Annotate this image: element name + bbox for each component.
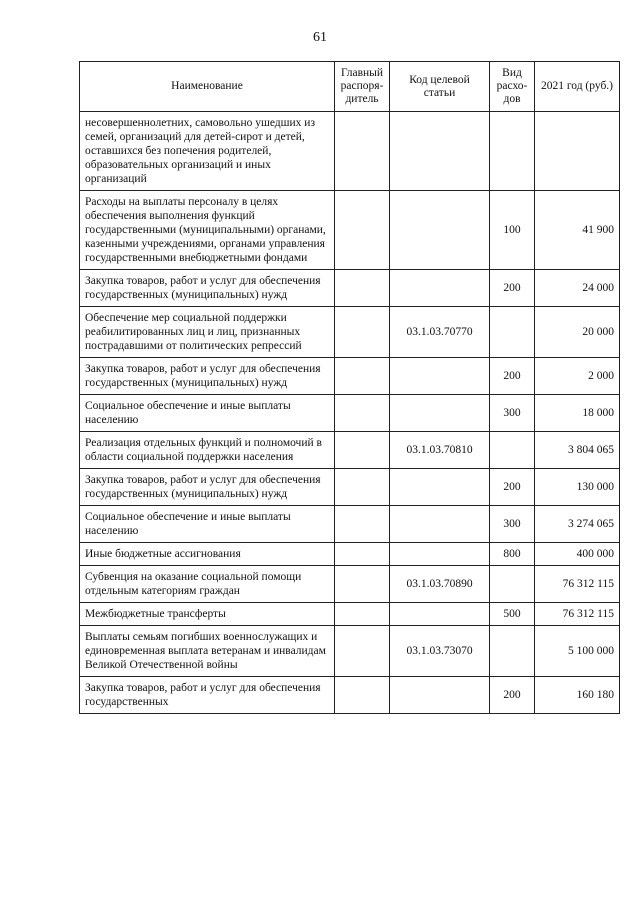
row-amount	[535, 112, 620, 191]
row-name: Закупка товаров, работ и услуг для обеспечения государственных (муниципальных) нужд	[80, 270, 335, 307]
row-target-code	[390, 543, 490, 566]
table-row	[80, 358, 620, 395]
row-name: Социальное обеспечение и иные выплаты населению	[80, 395, 335, 432]
row-manager	[335, 432, 390, 469]
row-target-code	[390, 395, 490, 432]
row-name: Межбюджетные трансферты	[80, 603, 335, 626]
row-name: Выплаты семьям погибших военнослужащих и единовременная выплата ветеранам и инвалидам Великой Отечественной войны	[80, 626, 335, 677]
row-target-code: 03.1.03.70890	[390, 566, 490, 603]
row-manager	[335, 603, 390, 626]
row-target-code	[390, 358, 490, 395]
header-main-manager: Главный распоря-дитель	[335, 62, 390, 112]
row-name: Обеспечение мер социальной поддержки реабилитированных лиц и лиц, признанных пострадавшими от политических репрессий	[80, 307, 335, 358]
row-name: Иные бюджетные ассигнования	[80, 543, 335, 566]
row-manager	[335, 191, 390, 270]
row-name: Закупка товаров, работ и услуг для обеспечения государственных	[80, 677, 335, 714]
row-amount: 400 000	[535, 543, 620, 566]
row-amount: 3 274 065	[535, 506, 620, 543]
table-row	[80, 603, 620, 626]
table-row	[80, 432, 620, 469]
row-expense-type: 200	[490, 469, 535, 506]
row-manager	[335, 307, 390, 358]
row-expense-type: 100	[490, 191, 535, 270]
row-expense-type: 300	[490, 506, 535, 543]
row-name: Субвенция на оказание социальной помощи отдельным категориям граждан	[80, 566, 335, 603]
row-manager	[335, 626, 390, 677]
row-amount: 2 000	[535, 358, 620, 395]
row-expense-type: 300	[490, 395, 535, 432]
row-name: Социальное обеспечение и иные выплаты населению	[80, 506, 335, 543]
row-amount: 130 000	[535, 469, 620, 506]
header-expense-type: Вид расхо-дов	[490, 62, 535, 112]
row-amount: 160 180	[535, 677, 620, 714]
row-name: Расходы на выплаты персоналу в целях обеспечения выполнения функций государственными (муниципальными) органами, казенными учреждениями, органами управления государственными внебюджетными фондами	[80, 191, 335, 270]
row-manager	[335, 543, 390, 566]
row-name: Реализация отдельных функций и полномочий в области социальной поддержки населения	[80, 432, 335, 469]
row-amount: 20 000	[535, 307, 620, 358]
row-manager	[335, 358, 390, 395]
row-target-code	[390, 677, 490, 714]
row-target-code	[390, 191, 490, 270]
table-row	[80, 307, 620, 358]
row-target-code: 03.1.03.70770	[390, 307, 490, 358]
row-manager	[335, 395, 390, 432]
row-name: Закупка товаров, работ и услуг для обеспечения государственных (муниципальных) нужд	[80, 358, 335, 395]
row-manager	[335, 112, 390, 191]
table-row	[80, 112, 620, 191]
table-row	[80, 626, 620, 677]
row-target-code	[390, 603, 490, 626]
table-body	[80, 112, 620, 714]
row-name: несовершеннолетних, самовольно ушедших из семей, организаций для детей-сирот и детей, оставшихся без попечения родителей, образовательных организаций и иных организаций	[80, 112, 335, 191]
row-target-code	[390, 112, 490, 191]
header-year-amount: 2021 год (руб.)	[535, 62, 620, 112]
header-name: Наименование	[80, 62, 335, 112]
row-manager	[335, 469, 390, 506]
row-manager	[335, 566, 390, 603]
row-name: Закупка товаров, работ и услуг для обеспечения государственных (муниципальных) нужд	[80, 469, 335, 506]
row-amount: 24 000	[535, 270, 620, 307]
row-expense-type	[490, 626, 535, 677]
row-expense-type	[490, 112, 535, 191]
row-manager	[335, 270, 390, 307]
row-expense-type	[490, 432, 535, 469]
row-target-code	[390, 270, 490, 307]
row-expense-type	[490, 307, 535, 358]
row-amount: 76 312 115	[535, 603, 620, 626]
row-amount: 5 100 000	[535, 626, 620, 677]
row-amount: 3 804 065	[535, 432, 620, 469]
table-row	[80, 191, 620, 270]
row-target-code: 03.1.03.70810	[390, 432, 490, 469]
table-row	[80, 543, 620, 566]
row-target-code: 03.1.03.73070	[390, 626, 490, 677]
row-expense-type: 200	[490, 677, 535, 714]
table-row	[80, 270, 620, 307]
row-expense-type: 200	[490, 358, 535, 395]
table-row	[80, 395, 620, 432]
table-row	[80, 566, 620, 603]
table-row	[80, 677, 620, 714]
row-amount: 18 000	[535, 395, 620, 432]
row-expense-type: 800	[490, 543, 535, 566]
row-target-code	[390, 469, 490, 506]
row-expense-type: 500	[490, 603, 535, 626]
row-target-code	[390, 506, 490, 543]
page-number: 61	[313, 30, 327, 45]
row-expense-type	[490, 566, 535, 603]
header-target-code: Код целевой статьи	[390, 62, 490, 112]
table-header-row	[80, 62, 620, 112]
budget-table	[79, 61, 620, 714]
row-amount: 41 900	[535, 191, 620, 270]
table-row	[80, 469, 620, 506]
table-row	[80, 506, 620, 543]
row-manager	[335, 506, 390, 543]
row-amount: 76 312 115	[535, 566, 620, 603]
row-expense-type: 200	[490, 270, 535, 307]
row-manager	[335, 677, 390, 714]
